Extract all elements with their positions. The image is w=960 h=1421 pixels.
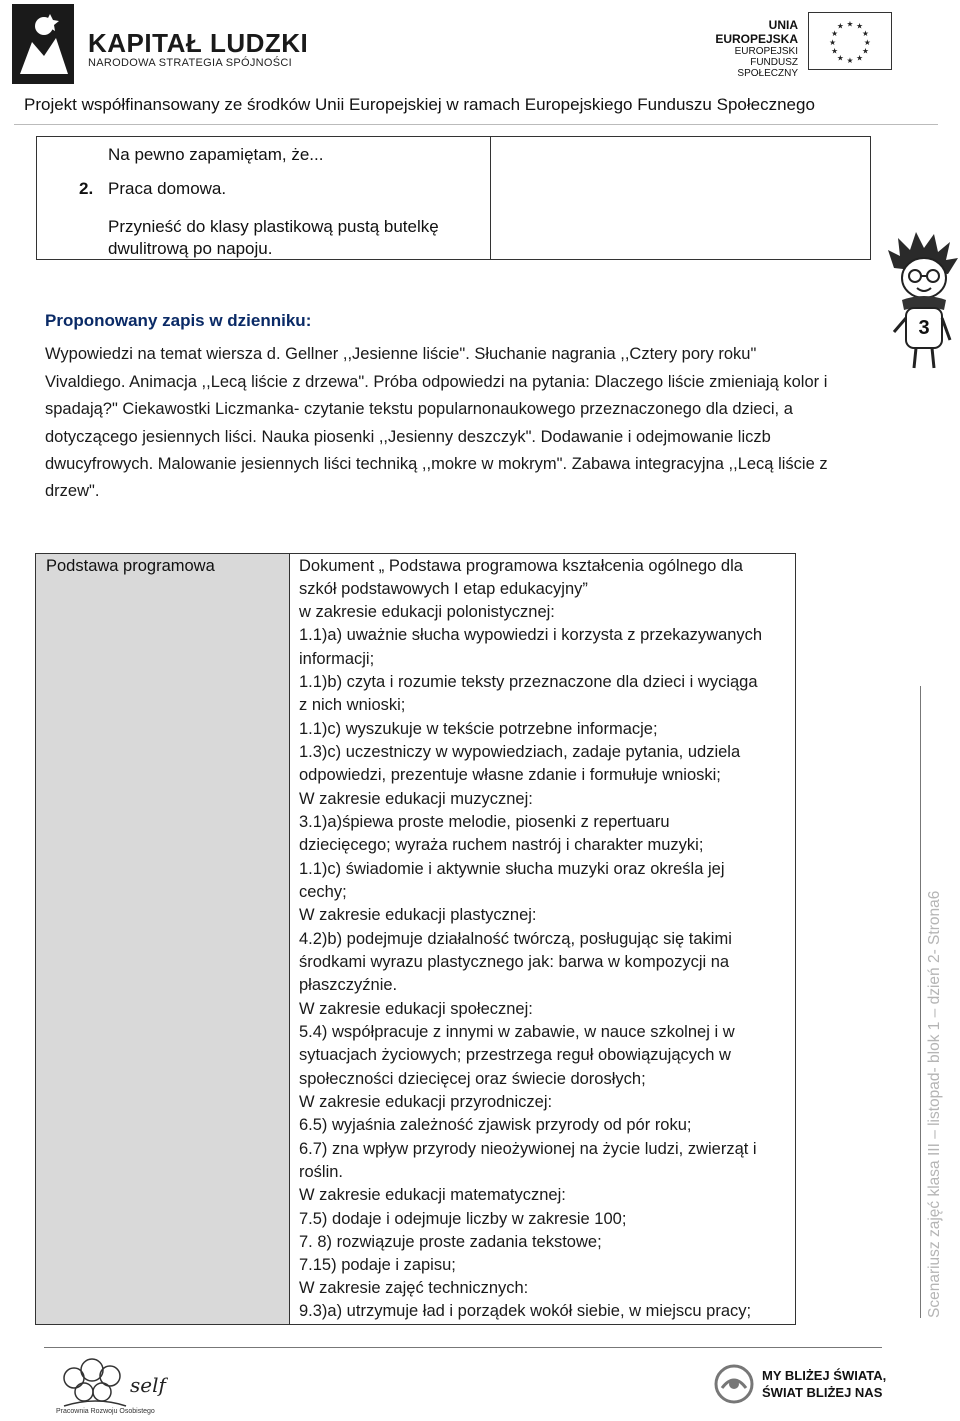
self-caption: Pracownia Rozwoju Osobistego <box>56 1408 155 1415</box>
scenario-page-label: Scenariusz zajęć klasa III – listopad- blok 1 – dzień 2- Strona6 <box>926 890 943 1318</box>
top-table-left-cell <box>37 137 491 259</box>
curriculum-line: 1.1)c) wyszukuje w tekście potrzebne informacje; <box>299 720 658 738</box>
curriculum-line: Dokument „ Podstawa programowa kształcenia ogólnego dla <box>299 557 743 575</box>
eu-line-3: FUNDUSZ SPOŁECZNY <box>737 57 798 79</box>
curriculum-line: W zakresie edukacji matematycznej: <box>299 1186 566 1204</box>
svg-text:★: ★ <box>846 56 854 66</box>
curriculum-line: szkół podstawowych I etap edukacyjny” <box>299 580 588 598</box>
curriculum-line: roślin. <box>299 1163 344 1181</box>
svg-text:self: self <box>130 1373 166 1397</box>
curriculum-line: 6.7) zna wpływ przyrody nieożywionej na życie ludzi, zwierząt i <box>299 1140 757 1158</box>
curriculum-line: W zakresie zajęć technicznych: <box>299 1279 529 1297</box>
curriculum-label: Podstawa programowa <box>46 557 215 575</box>
curriculum-line: 1.1)b) czyta i rozumie teksty przeznaczone dla dzieci i wyciąga <box>299 673 758 691</box>
curriculum-line: 6.5) wyjaśnia zależność zjawisk przyrody od pór roku; <box>299 1116 692 1134</box>
kapital-ludzki-title: KAPITAŁ LUDZKI <box>88 28 309 58</box>
journal-heading: Proponowany zapis w dzienniku: <box>45 311 312 330</box>
curriculum-line: 3.1)a)śpiewa proste melodie, piosenki z repertuaru <box>299 813 670 831</box>
globe-logo-icon <box>712 1362 756 1406</box>
curriculum-line: cechy; <box>299 883 347 901</box>
svg-text:★: ★ <box>836 53 844 63</box>
curriculum-line: W zakresie edukacji muzycznej: <box>299 790 533 808</box>
curriculum-line: dziecięcego; wyraża ruchem nastrój i charakter muzyki; <box>299 836 704 854</box>
curriculum-label-cell <box>36 554 290 1324</box>
top-table <box>36 136 871 260</box>
kapital-ludzki-subtitle: NARODOWA STRATEGIA SPÓJNOŚCI <box>88 57 292 69</box>
kapital-ludzki-logo <box>12 4 74 84</box>
curriculum-line: sytuacjach życiowych; przestrzega reguł obowiązujących w <box>299 1046 731 1064</box>
page-header <box>0 0 960 132</box>
curriculum-line: odpowiedzi, prezentuje własne zdanie i formułuje wnioski; <box>299 766 721 784</box>
eu-flag-icon <box>808 12 892 70</box>
curriculum-line: informacji; <box>299 650 375 668</box>
homework-number: 2. <box>79 179 94 198</box>
svg-text:★: ★ <box>846 19 854 29</box>
svg-text:★: ★ <box>856 53 864 63</box>
curriculum-line: 1.1)a) uważnie słucha wypowiedzi i korzysta z przekazywanych <box>299 626 763 644</box>
curriculum-line: 7.5) dodaje i odejmuje liczby w zakresie 100; <box>299 1210 627 1228</box>
journal-line: dwucyfrowych. Malowanie jesiennych liści techniką ,,mokre w mokrym". Zabawa integracyjna ,,Lecą liście z <box>45 455 828 473</box>
curriculum-line: W zakresie edukacji społecznej: <box>299 1000 533 1018</box>
curriculum-line: 7.15) podaje i zapisu; <box>299 1256 456 1274</box>
curriculum-line: 1.1)c) świadomie i aktywnie słucha muzyki oraz określa jej <box>299 860 725 878</box>
svg-text:★: ★ <box>863 37 871 47</box>
eu-line-2: EUROPEJSKI <box>734 46 798 57</box>
mbs-line-2: ŚWIAT BLIŻEJ NAS <box>762 1385 883 1400</box>
curriculum-line: 4.2)b) podejmuje działalność twórczą, posługując się takimi <box>299 930 732 948</box>
side-divider <box>920 686 921 1318</box>
curriculum-line: środkami wyrazu plastycznego jak: barwa w kompozycji na <box>299 953 730 971</box>
curriculum-table <box>35 553 796 1325</box>
curriculum-line: W zakresie edukacji przyrodniczej: <box>299 1093 553 1111</box>
svg-text:★: ★ <box>831 46 839 56</box>
curriculum-line: 1.3)c) uczestniczy w wypowiedziach, zadaje pytania, udziela <box>299 743 741 761</box>
mascot-number: 3 <box>918 317 930 339</box>
curriculum-line: płaszczyźnie. <box>299 976 398 994</box>
journal-line: dotyczącego jesiennych liści. Nauka piosenki ,,Jesienny deszczyk". Dodawanie i odejmowanie liczb <box>45 428 771 446</box>
header-divider <box>14 124 938 125</box>
svg-text:★: ★ <box>861 29 869 39</box>
curriculum-line: z nich wnioski; <box>299 696 406 714</box>
homework-line-1: Przynieść do klasy plastikową pustą butelkę <box>108 217 439 236</box>
svg-text:★: ★ <box>829 37 837 47</box>
mascot-character-icon <box>884 228 960 378</box>
journal-line: spadają?" Ciekawostki Liczmanka- czytanie tekstu popularnonaukowego przeznaczonego dla dzieci, a <box>45 400 793 418</box>
curriculum-line: w zakresie edukacji polonistycznej: <box>299 603 555 621</box>
curriculum-line: 5.4) współpracuje z innymi w zabawie, w nauce szkolnej i w <box>299 1023 735 1041</box>
journal-line: drzew". <box>45 482 100 500</box>
curriculum-line: W zakresie edukacji plastycznej: <box>299 906 537 924</box>
journal-line: Wypowiedzi na temat wiersza d. Gellner ,,Jesienne liście". Słuchanie nagrania ,,Cztery pory roku" <box>45 345 757 363</box>
svg-text:★: ★ <box>861 46 869 56</box>
curriculum-line: 7. 8) rozwiązuje proste zadania tekstowe; <box>299 1233 602 1251</box>
svg-text:★: ★ <box>856 21 864 31</box>
curriculum-line: społeczności dziecięcej oraz świecie dorosłych; <box>299 1070 646 1088</box>
project-cofinancing-line: Projekt współfinansowany ze środków Unii Europejskiej w ramach Europejskiego Funduszu Społecznego <box>24 95 815 114</box>
mbs-line-1: MY BLIŻEJ ŚWIATA, <box>762 1368 887 1383</box>
svg-text:★: ★ <box>831 29 839 39</box>
remember-line: Na pewno zapamiętam, że... <box>108 145 324 164</box>
journal-line: Vivaldiego. Animacja ,,Lecą liście z drzewa". Próba odpowiedzi na pytania: Dlaczego liście zmieniają kolor i <box>45 373 828 391</box>
curriculum-line: 9.3)a) utrzymuje ład i porządek wokół siebie, w miejscu pracy; <box>299 1302 752 1320</box>
svg-text:★: ★ <box>836 21 844 31</box>
footer-divider <box>44 1347 882 1348</box>
homework-line-2: dwulitrową po napoju. <box>108 239 273 258</box>
self-logo-icon <box>56 1352 168 1416</box>
eu-text-block <box>690 18 798 79</box>
eu-line-1: UNIA EUROPEJSKA <box>715 18 798 46</box>
homework-title: Praca domowa. <box>108 179 227 198</box>
